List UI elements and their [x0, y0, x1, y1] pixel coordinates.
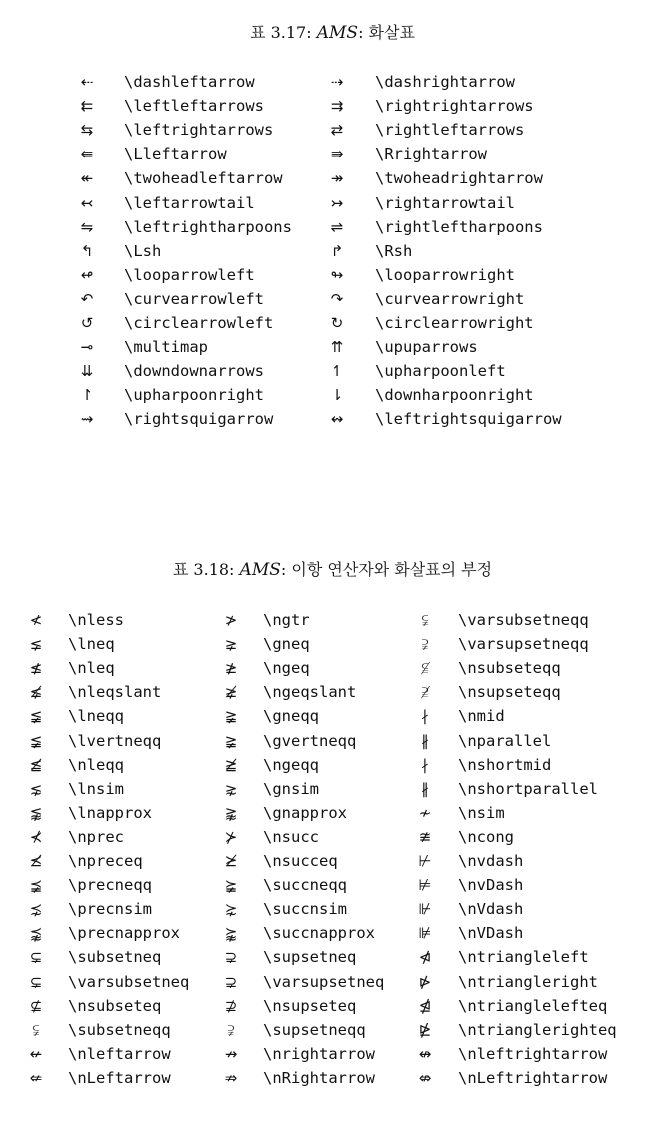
latex-command: \Rsh: [375, 241, 413, 260]
latex-command: \multimap: [124, 338, 208, 357]
symbol-glyph: ⇈: [330, 338, 344, 357]
symbol-glyph: ⫌: [227, 1020, 235, 1039]
latex-command: \Lsh: [124, 241, 162, 260]
symbol-glyph: ⫋: [32, 1020, 40, 1039]
latex-command: \ntriangleright: [458, 972, 598, 991]
symbol-glyph: ⫅̸: [421, 659, 429, 678]
symbol-glyph: ⪈: [224, 635, 238, 654]
latex-command: \nvDash: [458, 876, 524, 895]
symbol-glyph: ↫: [80, 265, 94, 284]
table-3-18-caption: [0, 557, 665, 580]
symbol-glyph: ⋬: [418, 996, 432, 1015]
symbol-glyph: ∦: [421, 731, 429, 750]
latex-command: \nleqq: [68, 755, 124, 774]
latex-command: \ncong: [458, 827, 514, 846]
latex-command: \looparrowright: [375, 265, 515, 284]
symbol-glyph: ⊸: [80, 338, 94, 357]
latex-command: \rightsquigarrow: [124, 410, 274, 429]
latex-command: \nprec: [68, 827, 124, 846]
latex-command: \ngtr: [263, 611, 310, 629]
latex-command: \gneqq: [263, 707, 319, 726]
latex-command: \nleqslant: [68, 683, 162, 702]
symbol-glyph: ↻: [330, 314, 344, 332]
symbol-glyph: ≩: [224, 731, 238, 750]
latex-command: \ngeqslant: [263, 683, 357, 702]
symbol-glyph: ≨: [29, 707, 43, 726]
symbol-glyph: ⊁: [224, 827, 238, 846]
latex-command: \leftrightharpoons: [124, 217, 292, 236]
symbol-glyph: ↛: [224, 1044, 238, 1063]
symbol-glyph: ≧̸: [224, 755, 238, 774]
latex-command: \nleftarrow: [68, 1044, 171, 1063]
latex-command: \nparallel: [458, 731, 552, 750]
latex-command: \leftarrowtail: [124, 193, 255, 212]
latex-command: \nsupseteqq: [458, 683, 561, 702]
symbol-glyph: ⪵: [29, 876, 43, 895]
latex-command: \leftleftarrows: [124, 97, 264, 116]
symbol-glyph: ⊉: [224, 996, 238, 1015]
caption-prefix: 표 3.17:: [250, 23, 312, 42]
symbol-glyph: ≱: [224, 659, 238, 678]
symbol-glyph: ⪈̸: [224, 683, 238, 702]
symbol-glyph: ⊬: [418, 852, 432, 870]
symbol-glyph: ⊭: [418, 876, 432, 895]
symbol-glyph: ↬: [330, 265, 344, 284]
symbol-glyph: ⊀: [29, 827, 43, 846]
symbol-glyph: ≁: [418, 803, 432, 822]
latex-command: \precnapprox: [68, 924, 180, 943]
symbol-glyph: ⪇: [29, 635, 43, 654]
latex-command: \rightrightarrows: [375, 97, 534, 116]
caption-suffix: : 화살표: [358, 23, 415, 42]
symbol-glyph: ⪹: [29, 924, 43, 943]
symbol-glyph: ⇆: [80, 121, 94, 140]
latex-command: \lnapprox: [68, 803, 152, 822]
latex-command: \subsetneqq: [68, 1020, 171, 1039]
symbol-glyph: ⋧: [224, 779, 238, 798]
latex-command: \precneqq: [68, 876, 152, 895]
symbol-glyph: ⇝: [80, 410, 94, 429]
latex-command: \lvertneqq: [68, 731, 162, 750]
latex-command: \Rrightarrow: [375, 145, 487, 164]
symbol-glyph: ⋪: [418, 948, 432, 967]
symbol-glyph: ↣: [330, 193, 344, 212]
symbol-glyph: ↚: [29, 1044, 43, 1063]
symbol-glyph: ⇍: [29, 1068, 43, 1087]
latex-command: \succneqq: [263, 876, 347, 895]
latex-command: \downharpoonright: [375, 386, 534, 405]
symbol-glyph: ≦̸: [29, 755, 43, 774]
symbol-glyph: ⊊: [29, 948, 43, 967]
latex-command: \rightleftharpoons: [375, 217, 543, 236]
latex-command: \ntrianglelefteq: [458, 996, 608, 1015]
symbol-glyph: ⪉: [29, 803, 43, 822]
latex-command: \varsubsetneq: [68, 972, 190, 991]
latex-command: \ntrianglerighteq: [458, 1020, 617, 1039]
latex-command: \varsupsetneqq: [458, 635, 589, 654]
latex-command: \lneqq: [68, 707, 124, 726]
symbol-glyph: ⋦: [29, 779, 43, 798]
latex-command: \nmid: [458, 707, 505, 726]
symbol-glyph: ≯: [224, 611, 238, 629]
latex-command: \succnapprox: [263, 924, 375, 943]
symbol-glyph: ↿: [330, 362, 344, 381]
symbol-glyph: ↺: [80, 314, 94, 332]
latex-command: \downdownarrows: [124, 362, 264, 381]
latex-command: \varsupsetneq: [263, 972, 385, 991]
symbol-glyph: ↶: [80, 289, 94, 308]
latex-command: \curvearrowleft: [124, 289, 264, 308]
latex-command: \gneq: [263, 635, 310, 654]
table-3-17-caption: [0, 20, 665, 43]
symbol-glyph: ⇇: [80, 97, 94, 116]
symbol-glyph: ⋫: [418, 972, 432, 991]
latex-command: \nrightarrow: [263, 1044, 375, 1063]
latex-command: \twoheadrightarrow: [375, 169, 543, 188]
latex-command: \lneq: [68, 635, 115, 654]
latex-command: \gnsim: [263, 779, 319, 798]
latex-command: \nsim: [458, 803, 505, 822]
symbol-glyph: ⋭: [418, 1020, 432, 1039]
latex-command: \nVDash: [458, 924, 524, 943]
symbol-glyph: ≮: [29, 611, 43, 629]
symbol-glyph: ∤: [421, 755, 429, 774]
latex-command: \looparrowleft: [124, 265, 255, 284]
latex-command: \upuparrows: [375, 338, 478, 357]
symbol-glyph: ≰: [29, 659, 43, 678]
symbol-glyph: ≨: [29, 731, 43, 750]
symbol-glyph: ⇎: [418, 1068, 432, 1087]
symbol-glyph: ⇢: [330, 73, 344, 91]
latex-command: \dashrightarrow: [375, 73, 515, 91]
latex-command: \lnsim: [68, 779, 124, 798]
symbol-glyph: ⋨: [29, 900, 43, 919]
symbol-glyph: ⫆̸: [421, 683, 429, 702]
latex-command: \leftrightarrows: [124, 121, 274, 140]
symbol-glyph: ⇂: [330, 386, 344, 405]
symbol-glyph: ≇: [418, 827, 432, 846]
symbol-glyph: ⊋: [224, 972, 238, 991]
symbol-glyph: ⊯: [418, 924, 432, 943]
symbol-glyph: ⇋: [80, 217, 94, 236]
latex-command: \succnsim: [263, 900, 347, 919]
symbol-glyph: ⫋: [421, 611, 429, 629]
symbol-glyph: ⇌: [330, 217, 344, 236]
symbol-glyph: ≩: [224, 707, 238, 726]
latex-command: \circlearrowleft: [124, 314, 274, 332]
symbol-glyph: ⊮: [418, 900, 432, 919]
symbol-glyph: ⊋: [224, 948, 238, 967]
latex-command: \gvertneqq: [263, 731, 357, 750]
symbol-glyph: ⪺: [224, 924, 238, 943]
latex-command: \nvdash: [458, 852, 524, 870]
symbol-glyph: ⇄: [330, 121, 344, 140]
symbol-glyph: ⇚: [80, 145, 94, 164]
symbol-glyph: ⇊: [80, 362, 94, 381]
symbol-glyph: ⪇̸: [29, 683, 43, 702]
symbol-glyph: ↱: [330, 241, 344, 260]
caption-prefix: 표 3.18:: [172, 560, 235, 579]
symbol-glyph: ↾: [80, 386, 94, 405]
ams-logo: AMS: [316, 23, 359, 43]
symbol-glyph: ↢: [80, 193, 94, 212]
latex-command: \ngeq: [263, 659, 310, 678]
latex-command: \nRightarrow: [263, 1068, 375, 1087]
symbol-glyph: ⊈: [29, 996, 43, 1015]
symbol-glyph: ⇉: [330, 97, 344, 116]
symbol-glyph: ⇏: [224, 1068, 238, 1087]
symbol-glyph: ⪯̸: [29, 852, 43, 870]
ams-logo: AMS: [239, 560, 281, 580]
symbol-glyph: ⊊: [29, 972, 43, 991]
symbol-glyph: ⪰̸: [224, 852, 238, 870]
latex-command: \varsubsetneqq: [458, 611, 589, 629]
symbol-glyph: ∤: [421, 707, 429, 726]
latex-command: \npreceq: [68, 852, 143, 870]
latex-command: \nsucc: [263, 827, 319, 846]
latex-command: \dashleftarrow: [124, 73, 255, 91]
latex-command: \twoheadleftarrow: [124, 169, 283, 188]
symbol-glyph: ↷: [330, 289, 344, 308]
symbol-glyph: ⇛: [330, 145, 344, 164]
symbol-glyph: ⪊: [224, 803, 238, 822]
latex-command: \precnsim: [68, 900, 152, 919]
symbol-glyph: ∦: [421, 779, 429, 798]
latex-command: \nLeftarrow: [68, 1068, 171, 1087]
latex-command: \nleftrightarrow: [458, 1044, 608, 1063]
symbol-glyph: ↮: [418, 1044, 432, 1063]
symbol-glyph: ↠: [330, 169, 344, 188]
symbol-glyph: ⪶: [224, 876, 238, 895]
latex-command: \nless: [68, 611, 124, 629]
latex-command: \supsetneqq: [263, 1020, 366, 1039]
latex-command: \nshortparallel: [458, 779, 598, 798]
symbol-glyph: ⫌: [421, 635, 429, 654]
symbol-glyph: ↭: [330, 410, 344, 429]
latex-command: \nleq: [68, 659, 115, 678]
latex-command: \ngeqq: [263, 755, 319, 774]
latex-command: \curvearrowright: [375, 289, 525, 308]
latex-command: \circlearrowright: [375, 314, 534, 332]
latex-command: \ntriangleleft: [458, 948, 589, 967]
caption-suffix: : 이항 연산자와 화살표의 부정: [280, 560, 493, 579]
symbol-glyph: ↞: [80, 169, 94, 188]
latex-command: \rightarrowtail: [375, 193, 515, 212]
latex-command: \gnapprox: [263, 803, 347, 822]
latex-command: \nLeftrightarrow: [458, 1068, 608, 1087]
latex-command: \rightleftarrows: [375, 121, 525, 140]
latex-command: \leftrightsquigarrow: [375, 410, 562, 429]
symbol-glyph: ↰: [80, 241, 94, 260]
latex-command: \nsubseteqq: [458, 659, 561, 678]
latex-command: \supsetneq: [263, 948, 357, 967]
latex-command: \subsetneq: [68, 948, 162, 967]
latex-command: \nVdash: [458, 900, 524, 919]
symbol-glyph: ⇠: [80, 73, 94, 91]
latex-command: \nsupseteq: [263, 996, 357, 1015]
latex-command: \upharpoonleft: [375, 362, 506, 381]
latex-command: \Lleftarrow: [124, 145, 227, 164]
latex-command: \upharpoonright: [124, 386, 264, 405]
latex-command: \nsucceq: [263, 852, 338, 870]
symbol-glyph: ⋩: [224, 900, 238, 919]
latex-command: \nsubseteq: [68, 996, 162, 1015]
latex-command: \nshortmid: [458, 755, 552, 774]
